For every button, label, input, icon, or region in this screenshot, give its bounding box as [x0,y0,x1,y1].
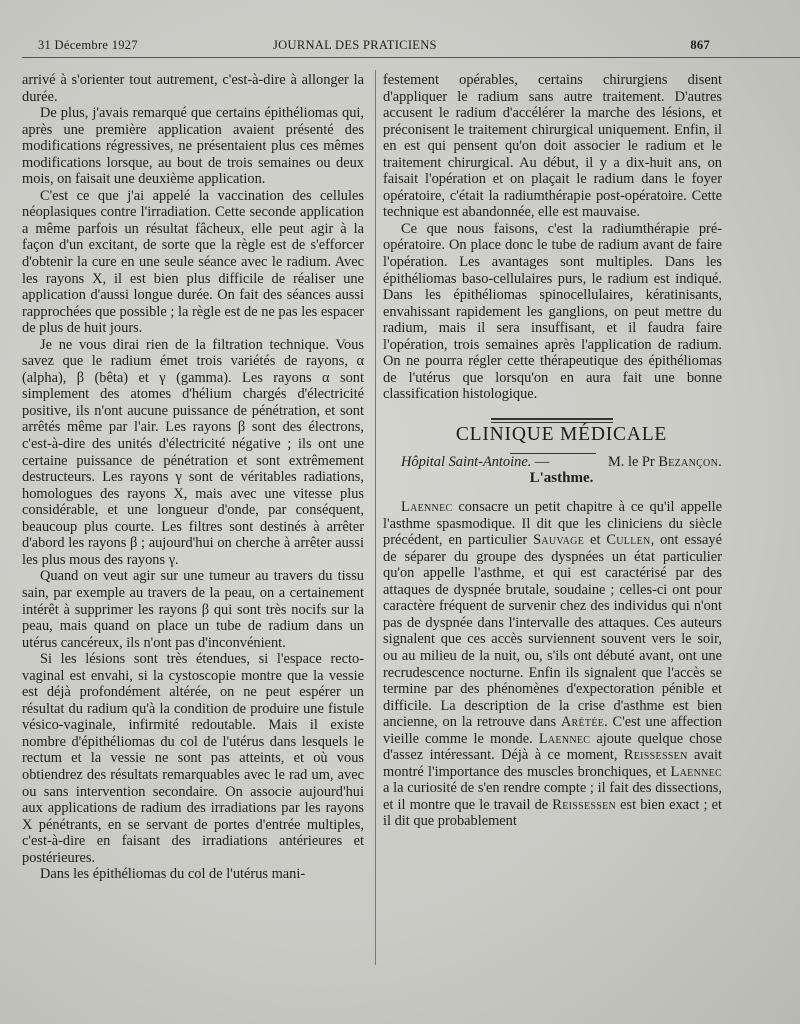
author-name: Reissessen [623,747,688,764]
article-body [383,499,722,830]
professor-name: Bezançon. [658,453,722,470]
hospital-name: Hôpital Saint-Antoine. [401,453,532,470]
paragraph: Si les lésions sont très étendues, si l'espace recto-vaginal est envahi, si la cystoscopie montre que la vessie est déjà profondément altérée, on ne peut espérer un résultat du radium qu'à la condition de produire une fistule vésico-vaginale, infirmité redoutable. Mais il existe nombre d'épithéliomas du col de l'utérus dans lesquels le rectum et la vessie ne sont pas atteints, et où vous obtiendrez des résultats remarquables avec le rad um, avec ou sans intervention secondaire. On associe aujourd'hui aux applications de radium des irradiations par les rayons X pénétrants, en se servant de portes d'entrée multiples, c'est-à-dire en faisant des irradiations antérieures et postérieures. [22,651,364,866]
author-name: Laennec [401,499,453,516]
byline-separator: — [531,453,550,470]
header-journal-title: JOURNAL DES PRATICIENS [273,38,437,52]
professor-prefix: M. le Pr [607,453,659,470]
text-run: avait montré l'importance des muscles bronchiques, et [383,747,722,780]
paragraph: Dans les épithéliomas du col de l'utérus mani- [40,866,306,883]
running-header [38,38,800,56]
paragraph [383,499,722,830]
article-byline [383,454,722,471]
author-name: Sauvage [533,532,585,549]
column-divider [375,70,376,965]
author-name: Laennec [538,730,591,747]
section-title: CLINIQUE MÉDICALE [455,423,668,445]
paragraph: arrivé à s'orienter tout autrement, c'est-à-dire à allonger la durée. [22,72,364,105]
paragraph: C'est ce que j'ai appelé la vaccination des cellules néoplasiques contre l'irradiation. Cette seconde application a même parfois un résultat fâcheux, elle peut agir à la façon d'un excitant, de sorte que la règle est de s'efforcer d'obtenir la cure en une seule séance avec le radium. Avec les rayons X, il est bien plus difficile de réaliser une application d'aussi longue durée. On fait des séances aussi rapprochées que possible ; la règle est de ne pas les espacer de plus de huit jours. [22,187,364,337]
right-column [383,72,722,830]
text-run: . C'est une affection vieille comme le monde. [383,714,722,747]
paragraph: Ce que nous faisons, c'est la radiumthérapie pré-opératoire. On place donc le tube de radium avant de faire l'opération. Les avantages sont multiples. Dans les épithéliomas baso-cellulaires purs, le radium est indiqué. Dans les épithéliomas spinocellulaires, kératinisants, envahissant rapidement les ganglions, on peut mettre du radium, mais il sera insuffisant, et il faudra faire l'opération, trois semaines après l'application de radium. On ne pourra régler cette thérapeutique des épithéliomas de l'utérus que lorsqu'on en aura fait une bonne classification histologique. [383,220,722,403]
text-run: consacre un petit chapitre à ce qu'il appelle l'asthme spasmodique. Il dit que les cliniciens du siècle précédent, en particulier [383,499,722,549]
text-run: est bien exact ; et il dit que probablement [383,796,722,830]
article-title: L'asthme. [529,470,594,487]
header-rule [22,57,800,58]
author-name: Laennec [670,763,722,780]
text-run: ajoute quelque chose d'assez intéressant. Déjà à ce moment, [383,730,722,764]
header-date: 31 Décembre 1927 [38,38,138,52]
paragraph: festement opérables, certains chirurgiens disent d'appliquer le radium sans autre traitement. D'autres accusent le radium d'accélérer la marche des lésions, et préconisent le traitement chirurgical uniquement. Enfin, il en est qui pensent qu'on doit associer le radium et le traitement chirurgical. Au début, il y a dix-huit ans, on faisait l'opération et on plaçait le radium dans le foyer opératoire, c'était la radiumthérapie post-opératoire. Cette technique est abandonnée, elle est mauvaise. [383,72,722,221]
author-name: Arétée [560,714,605,731]
paragraph: Je ne vous dirai rien de la filtration technique. Vous savez que le radium émet trois variétés de rayons, α (alpha), β (bêta) et γ (gamma). Les rayons α sont simplement des atomes d'hélium chargés d'électricité positive, ils n'ont aucune puissance de pénétration, et sont arrêtés même par l'air. Les rayons β sont des électrons, c'est-à-dire des unités d'électricité négative ; ils ont une certaine puissance de pénétration et sont extrêmement destructeurs. Les rayons γ sont de véritables radiations, homologues des rayons X, mais avec une vitesse plus considérable, et une longueur d'onde, par conséquent, beaucoup plus courte. Les filtres sont destinés à arrêter d'abord les rayons β ; aujourd'hui on cherche à arrêter aussi les plus mous des rayons γ. [22,336,364,568]
paragraph: Quand on veut agir sur une tumeur au travers du tissu sain, par exemple au travers de la peau, on a certainement intérêt à supprimer les rayons β qui sont très nocifs sur la peau, mais quand on place un tube de radium dans un utérus cancéreux, ils n'ont pas d'inconvénient. [22,568,364,651]
text-run: et [584,532,607,549]
paragraph: De plus, j'avais remarqué que certains épithéliomas qui, après une première application avaient présenté des modifications régressives, ne présentaient plus ces mêmes modifications lorsque, au bout de trois semaines ou deux mois, on faisait une deuxième application. [22,105,364,188]
text-run: a la curiosité de s'en rendre compte ; il fait des dissections, et il montre que le travail de [383,780,722,813]
text-run: , ont essayé de séparer du groupe des dyspnées un état particulier qu'on appelle l'asthme, et qui est caractérisé par des attaques de dyspnée brutale, soudaine ; celles-ci ont pour caractère fréquent de survenir chez des individus qui n'ont pas de dyspnée dans l'intervalle des attaques. Ces auteurs signalent que ces accès surviennent souvent vers le soir, ou au milieu de la nuit, ou, s'ils ont débuté avant, ont une recrudescence nocturne. Enfin ils signalent que l'accès se termine par des phénomènes d'expectoration pénible et difficile. La description de la crise d'asthme est bien ancienne, on la retrouve dans [383,532,722,731]
author-name: Reissessen [552,796,617,813]
author-name: Cullen [606,532,651,549]
left-column [22,72,364,883]
header-page-number: 867 [690,38,710,52]
